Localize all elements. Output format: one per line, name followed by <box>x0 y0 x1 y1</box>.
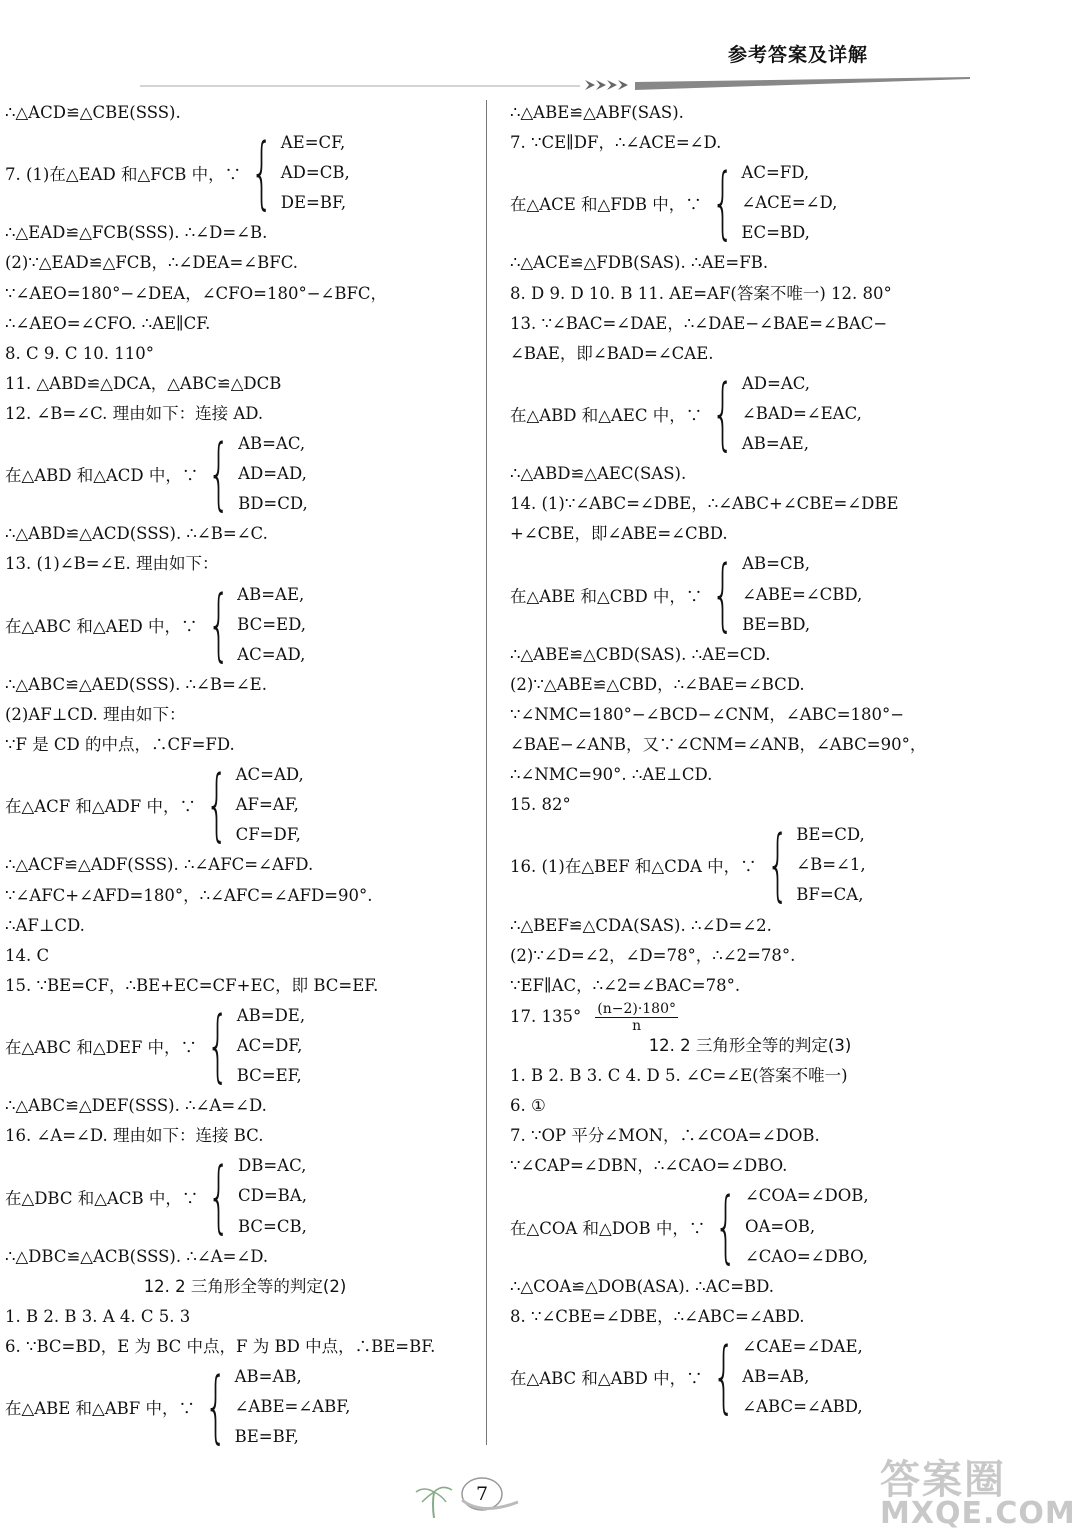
system-condition: AC=AD, <box>237 644 306 664</box>
answer-line: ∴△EAD≌△FCB(SSS). ∴∠D=∠B. <box>5 223 268 243</box>
system-condition: AC=DF, <box>236 1035 303 1055</box>
system-condition: AB=DE, <box>236 1005 306 1025</box>
system-condition: BE=BF, <box>234 1427 299 1447</box>
answer-line: (2)∵△EAD≌△FCB，∴∠DEA=∠BFC. <box>5 253 298 273</box>
system-condition: AE=CF, <box>280 133 346 153</box>
answer-line: 16. ∠A=∠D. 理由如下：连接 BC. <box>5 1126 264 1146</box>
answer-line: 1. B 2. B 3. C 4. D 5. ∠C=∠E(答案不唯一) <box>510 1066 848 1086</box>
system-condition: ∠ABC=∠ABD, <box>742 1397 863 1417</box>
answer-line: ∵F 是 CD 的中点，∴CF=FD. <box>5 735 235 755</box>
system-conditions <box>796 820 865 910</box>
answer-line: ∴∠AEO=∠CFO. ∴AE∥CF. <box>5 313 211 333</box>
watermark-title: 答案圈 <box>880 1457 1006 1503</box>
equation-system <box>5 429 485 519</box>
answer-line: ∴△ABC≌△AED(SSS). ∴∠B=∠E. <box>5 674 267 694</box>
equation-system <box>5 1001 485 1091</box>
system-intro: 在△DBC 和△ACB 中，∵ <box>5 1188 199 1208</box>
answer-line: ∴△ABE≌△ABF(SAS). <box>510 103 684 122</box>
equation-system <box>510 820 990 910</box>
answer-line: ∴△DBC≌△ACB(SSS). ∴∠A=∠D. <box>5 1246 269 1266</box>
answer-line: 13. (1)∠B=∠E. 理由如下： <box>5 554 219 574</box>
answer-prefix: 17. 135° <box>510 1006 582 1026</box>
left-brace: { <box>712 1332 735 1423</box>
answer-line: +∠CBE，即∠ABE=∠CBD. <box>510 524 728 544</box>
system-condition: BE=CD, <box>796 825 865 845</box>
arrow-chevrons-icon <box>585 80 628 90</box>
answer-line: ∴△ABE≌△CBD(SAS). ∴AE=CD. <box>510 644 771 664</box>
answer-line: ∴△ABD≌△ACD(SSS). ∴∠B=∠C. <box>5 524 268 544</box>
left-brace: { <box>711 369 735 459</box>
system-conditions <box>236 760 304 850</box>
answer-line: ∴△ABD≌△AEC(SAS). <box>510 464 687 484</box>
equation-system <box>510 549 990 639</box>
system-conditions <box>237 1001 305 1091</box>
system-condition: BE=BD, <box>742 614 811 634</box>
left-brace: { <box>712 549 735 640</box>
answer-line: 1. B 2. B 3. A 4. C 5. 3 <box>5 1306 191 1326</box>
palm-tree-icon <box>412 1480 456 1520</box>
system-condition: BF=CA, <box>796 885 864 905</box>
system-condition: AD=CB, <box>280 163 350 183</box>
system-condition: AD=AC, <box>741 373 811 393</box>
system-condition: ∠COA=∠DOB, <box>744 1186 869 1206</box>
answer-line: (2)∵∠D=∠2，∠D=78°，∴∠2=78°. <box>510 945 796 965</box>
answer-line: ∴△ACF≌△ADF(SSS). ∴∠AFC=∠AFD. <box>5 855 314 875</box>
answer-line: ∠BAE−∠ANB，又∵∠CNM=∠ANB，∠ABC=90°， <box>510 735 927 755</box>
system-conditions <box>742 549 862 639</box>
answer-line: (2)∵△ABE≌△CBD，∴∠BAE=∠BCD. <box>510 674 805 694</box>
answer-line: ∵∠CAP=∠DBN，∴∠CAO=∠DBO. <box>510 1156 788 1176</box>
answer-line <box>510 1000 990 1034</box>
answer-line: ∴△ABC≌△DEF(SSS). ∴∠A=∠D. <box>5 1096 267 1116</box>
left-brace: { <box>766 820 789 911</box>
system-intro: 7. (1)在△EAD 和△FCB 中，∵ <box>5 165 242 185</box>
column-divider <box>486 100 487 1445</box>
header-decoration <box>140 74 970 96</box>
system-intro: 在△ABC 和△DEF 中，∵ <box>5 1038 198 1058</box>
system-condition: BC=CB, <box>237 1216 307 1236</box>
system-condition: OA=OB, <box>744 1216 816 1236</box>
equation-system <box>510 158 990 248</box>
system-conditions <box>742 369 862 459</box>
answer-line: 14. (1)∵∠ABC=∠DBE，∴∠ABC+∠CBE=∠DBE <box>510 494 899 514</box>
equation-system <box>510 369 990 459</box>
system-condition: BC=EF, <box>236 1066 302 1086</box>
answer-line: ∴△COA≌△DOB(ASA). ∴AC=BD. <box>510 1276 775 1296</box>
system-condition: ∠BAD=∠EAC, <box>741 403 862 423</box>
system-condition: DB=AC, <box>237 1156 307 1176</box>
answer-line: 15. ∵BE=CF，∴BE+EC=CF+EC，即 BC=EF. <box>5 975 379 995</box>
left-brace: { <box>204 1362 227 1453</box>
answer-line: ∠BAE，即∠BAD=∠CAE. <box>510 343 714 363</box>
answer-line: ∵EF∥AC，∴∠2=∠BAC=78°. <box>510 975 741 995</box>
system-intro: 在△ACE 和△FDB 中，∵ <box>510 195 702 215</box>
answer-line: 15. 82° <box>510 795 571 815</box>
system-intro: 在△ABC 和△AED 中，∵ <box>5 616 198 636</box>
equation-system <box>5 760 485 850</box>
system-condition: ∠CAE=∠DAE, <box>742 1336 863 1356</box>
fraction-numerator: (n−2)·180° <box>597 1000 676 1017</box>
system-intro: 在△ABD 和△AEC 中，∵ <box>510 406 703 425</box>
answer-line: ∵∠AFC+∠AFD=180°，∴∠AFC=∠AFD=90°. <box>5 885 373 905</box>
answer-line: ∴AF⊥CD. <box>5 915 85 935</box>
system-condition: AB=AE, <box>741 434 809 454</box>
system-conditions <box>742 1332 863 1422</box>
answer-line: 12. ∠B=∠C. 理由如下：连接 AD. <box>5 403 264 423</box>
left-brace: { <box>206 1001 230 1092</box>
left-brace: { <box>207 579 230 670</box>
equation-system <box>5 1362 485 1452</box>
answer-line: ∵∠NMC=180°−∠BCD−∠CNM，∠ABC=180°− <box>510 704 905 724</box>
answer-line: ∴△ACE≌△FDB(SAS). ∴AE=FB. <box>510 253 769 273</box>
equation-system <box>5 580 485 670</box>
watermark-logo <box>868 1448 1076 1534</box>
answer-line: 11. △ABD≌△DCA，△ABC≌△DCB <box>5 373 282 393</box>
section-heading: 12. 2 三角形全等的判定(2) <box>143 1276 347 1296</box>
system-condition: CF=DF, <box>235 825 301 845</box>
system-intro: 在△ABD 和△ACD 中，∵ <box>5 466 199 486</box>
section-heading: 12. 2 三角形全等的判定(3) <box>648 1035 852 1055</box>
system-conditions <box>745 1181 869 1271</box>
answer-line: ∴△BEF≌△CDA(SAS). ∴∠D=∠2. <box>510 915 772 935</box>
fraction <box>595 1001 678 1034</box>
system-condition: BD=CD, <box>238 494 308 514</box>
system-conditions <box>238 1151 307 1241</box>
system-condition: AB=AB, <box>742 1367 810 1387</box>
page-header-title: 参考答案及详解 <box>728 44 869 66</box>
system-intro: 16. (1)在△BEF 和△CDA 中，∵ <box>510 857 757 877</box>
answer-line: 6. ∵BC=BD，E 为 BC 中点，F 为 BD 中点，∴BE=BF. <box>5 1336 436 1356</box>
left-brace: { <box>207 1151 231 1242</box>
answer-line: 7. ∵CE∥DF，∴∠ACE=∠D. <box>510 133 722 153</box>
left-brace: { <box>250 128 274 219</box>
answer-line: 8. ∵∠CBE=∠DBE，∴∠ABC=∠ABD. <box>510 1306 805 1326</box>
left-brace: { <box>208 429 231 520</box>
system-condition: ∠ACE=∠D, <box>741 193 838 213</box>
page-number: 7 <box>475 1483 489 1505</box>
answer-line: 13. ∵∠BAC=∠DAE，∴∠DAE−∠BAE=∠BAC− <box>510 313 888 333</box>
system-conditions <box>741 158 837 248</box>
system-intro: 在△COA 和△DOB 中，∵ <box>510 1218 706 1238</box>
page-number-badge <box>458 1474 506 1514</box>
system-conditions <box>238 429 308 519</box>
left-brace: { <box>714 1181 738 1272</box>
system-conditions <box>235 1362 351 1452</box>
equation-system <box>510 1181 990 1271</box>
watermark-url: MXQE.COM <box>880 1496 1076 1531</box>
right-column <box>510 98 990 1422</box>
system-condition: AB=AC, <box>238 434 306 454</box>
system-condition: ∠B=∠1, <box>796 855 866 875</box>
fraction-denominator: n <box>632 1017 642 1034</box>
system-condition: ∠ABE=∠CBD, <box>742 584 863 604</box>
answer-line: ∴∠NMC=90°. ∴AE⊥CD. <box>510 765 713 785</box>
system-condition: EC=BD, <box>741 223 810 243</box>
answer-line: 6. ① <box>510 1096 546 1116</box>
answer-line: 8. D 9. D 10. B 11. AE=AF(答案不唯一) 12. 80° <box>510 283 892 303</box>
equation-system <box>5 128 485 218</box>
answer-line: ∵∠AEO=180°−∠DEA，∠CFO=180°−∠BFC， <box>5 283 388 303</box>
system-intro: 在△ABE 和△ABF 中，∵ <box>5 1399 195 1419</box>
answer-line: ∴△ACD≌△CBE(SSS). <box>5 103 181 122</box>
system-condition: ∠ABE=∠ABF, <box>234 1397 351 1417</box>
system-intro: 在△ABE 和△CBD 中，∵ <box>510 586 703 606</box>
equation-system <box>510 1332 990 1422</box>
answer-line: 7. ∵OP 平分∠MON，∴∠COA=∠DOB. <box>510 1126 820 1146</box>
answer-line: 14. C <box>5 945 50 965</box>
system-condition: DE=BF, <box>280 193 347 213</box>
left-brace: { <box>205 760 228 851</box>
system-conditions <box>281 128 350 218</box>
system-condition: AB=AE, <box>237 584 305 604</box>
equation-system <box>5 1151 485 1241</box>
system-condition: AC=AD, <box>235 765 304 785</box>
system-intro: 在△ABC 和△ABD 中，∵ <box>510 1369 703 1389</box>
system-condition: AC=FD, <box>741 163 810 183</box>
answer-line: (2)AF⊥CD. 理由如下： <box>5 704 186 724</box>
system-condition: ∠CAO=∠DBO, <box>744 1246 868 1266</box>
system-condition: AB=CB, <box>742 554 810 574</box>
system-condition: AD=AD, <box>238 464 307 484</box>
answer-line: 8. C 9. C 10. 110° <box>5 343 154 363</box>
left-brace: { <box>711 158 734 249</box>
system-condition: AF=AF, <box>235 795 299 815</box>
system-condition: CD=BA, <box>237 1186 307 1206</box>
left-column <box>5 98 485 1452</box>
system-condition: AB=AB, <box>234 1367 302 1387</box>
system-condition: BC=ED, <box>237 614 306 634</box>
system-intro: 在△ACF 和△ADF 中，∵ <box>5 797 196 817</box>
system-conditions <box>237 580 306 670</box>
